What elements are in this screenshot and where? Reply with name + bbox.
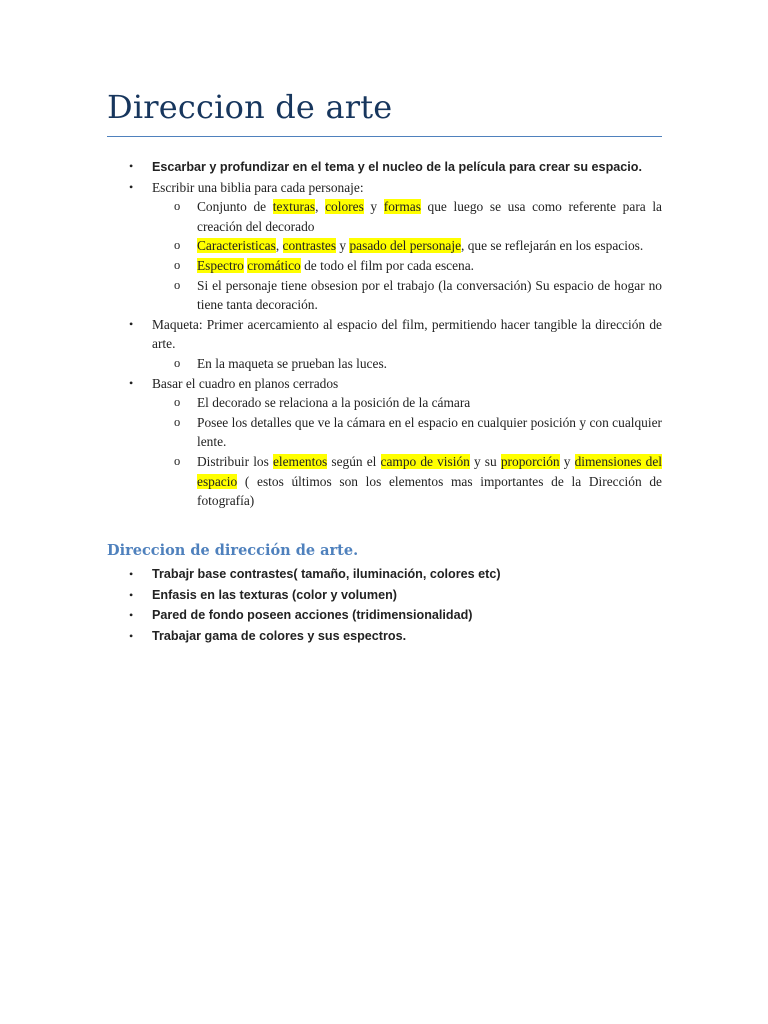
section-2-list [107,564,662,646]
highlighted-text: Caracteristicas [197,238,276,254]
highlighted-text: elementos [272,453,328,469]
highlighted-text: cromático [247,257,301,273]
circle-bullet-icon: o [174,277,181,292]
bullet-icon: • [129,159,134,173]
highlighted-text: campo de visión [380,453,470,469]
item-text: Escribir una biblia para cada personaje: [152,179,364,195]
sub-list-item [152,236,662,256]
section-2 [107,564,662,646]
list-item [107,315,662,374]
sub-list [152,393,666,511]
section-2-heading: Direccion de dirección de arte. [107,542,359,559]
sub-list-item [152,452,666,511]
highlighted-text: texturas [272,199,316,215]
text-segment: , [275,238,283,254]
item-text: En la maqueta se prueban las luces. [197,355,387,371]
sub-list-item [152,413,662,452]
highlighted-text: colores [325,199,364,215]
main-list [107,157,666,511]
text-segment: de todo el film por cada escena. [300,257,475,273]
sub-list-item [152,197,666,236]
highlighted-text: contrastes [282,238,337,254]
text-segment: Conjunto de [197,199,273,215]
sub-list-item [152,276,662,315]
item-text: Posee los detalles que ve la cámara en el espacio en cualquier posición y con cualquier lente. [197,414,662,450]
page-title: Direccion de arte [107,88,393,126]
bullet-icon: • [129,608,134,622]
text-segment: que luego se usa como referente para la creación del decorado [197,199,666,234]
bullet-icon: • [129,628,134,643]
bullet-icon: • [129,567,134,581]
item-text: Maqueta: Primer acercamiento al espacio del film, permitiendo hacer tangible la dirección de arte. [152,316,662,352]
circle-bullet-icon: o [174,355,181,370]
circle-bullet-icon: o [174,453,181,468]
sub-list [152,354,662,374]
item-text: Trabajr base contrastes( tamaño, iluminación, colores etc) [152,567,501,581]
list-item [107,178,666,315]
text-segment: , que se reflejarán en los espacios. [461,238,644,254]
bullet-icon: • [129,179,134,194]
circle-bullet-icon: o [174,395,181,410]
list-item [107,605,662,626]
list-item [107,564,662,585]
highlighted-text: pasado del personaje [349,238,462,254]
text-segment: y [336,238,350,254]
circle-bullet-icon: o [174,414,181,429]
list-item [107,157,662,178]
highlighted-text: formas [383,199,421,215]
text-segment: , [315,199,326,215]
item-text: Escarbar y profundizar en el tema y el nucleo de la película para crear su espacio. [152,160,642,174]
item-text: Trabajar gama de colores y sus espectros. [152,628,407,643]
sub-list-item [152,354,662,374]
circle-bullet-icon: o [174,199,181,214]
text-segment: según el [327,453,381,469]
text-segment: ( estos últimos son los elementos mas importantes de la Dirección de fotografía) [197,473,666,509]
bullet-icon: • [129,587,134,602]
highlighted-text: dimensiones del espacio [197,453,662,489]
text-segment: y [363,199,384,215]
item-text: Basar el cuadro en planos cerrados [152,375,339,391]
list-item [107,585,662,606]
text-segment: y [559,453,575,469]
highlighted-text: proporción [500,453,560,469]
list-item [107,374,666,511]
item-text: El decorado se relaciona a la posición de la cámara [197,395,471,411]
text-segment: y su [469,453,501,469]
list-item [107,626,662,647]
item-text: Si el personaje tiene obsesion por el trabajo (la conversación) Su espacio de hogar no tiene tanta decoración. [197,277,662,313]
text-segment: Distribuir los [197,453,273,469]
section-1 [107,157,666,511]
item-text: Enfasis en las texturas (color y volumen) [152,587,397,602]
sub-list [152,197,666,315]
circle-bullet-icon: o [174,257,181,272]
title-underline [107,136,662,137]
bullet-icon: • [129,316,134,331]
highlighted-text: Espectro [197,257,244,273]
sub-list-item [152,393,662,413]
sub-list-item [152,256,662,276]
circle-bullet-icon: o [174,238,181,253]
item-text: Pared de fondo poseen acciones (tridimensionalidad) [152,608,473,622]
bullet-icon: • [129,375,134,390]
